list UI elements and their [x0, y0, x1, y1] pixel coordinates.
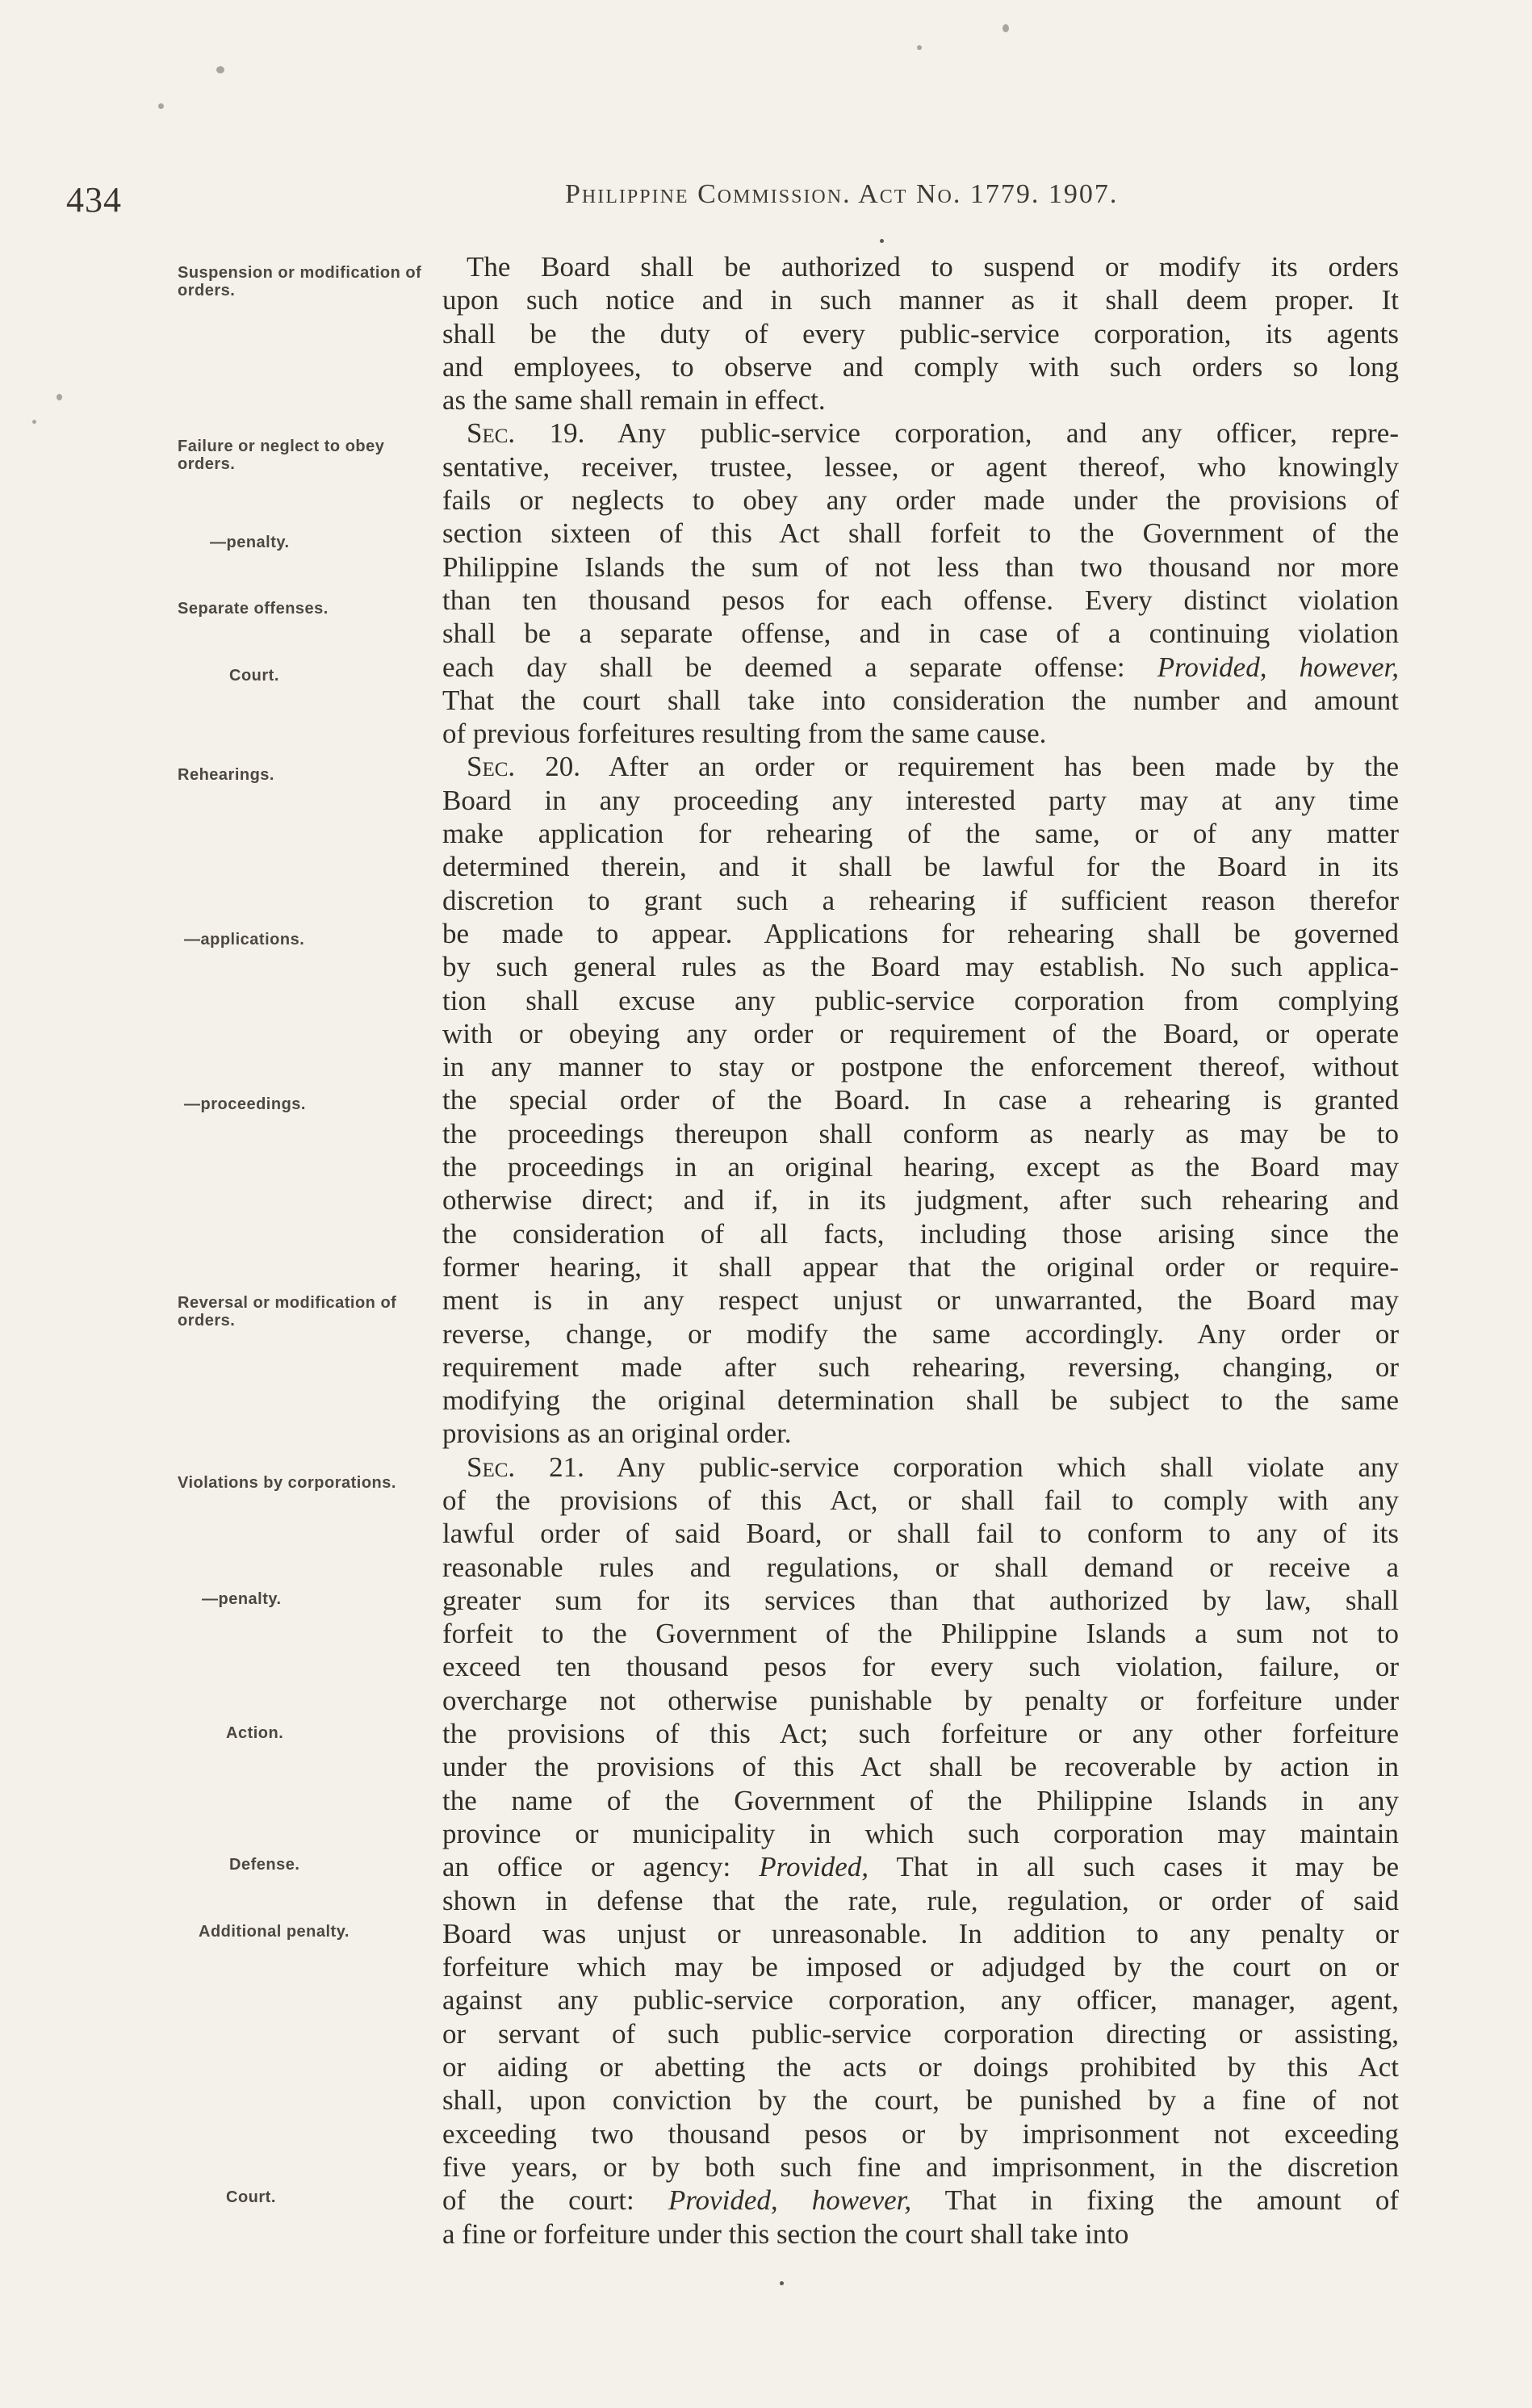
body-line: an office or agency: Provided, That in all such cases it may be	[442, 1851, 1399, 1883]
paper-speck	[1002, 24, 1009, 32]
body-line: sentative, receiver, trustee, lessee, or agent thereof, who knowingly	[442, 450, 1399, 483]
body-line: shall be a separate offense, and in case of a continuing violation	[442, 618, 1399, 650]
body-line: five years, or by both such fine and imprisonment, in the discretion	[442, 2150, 1399, 2183]
body-line: Board was unjust or unreasonable. In addition to any penalty or	[442, 1917, 1399, 1949]
body-line: or servant of such public-service corporation directing or assisting,	[442, 2017, 1399, 2050]
margin-note: —penalty.	[210, 534, 290, 551]
body-line: lawful order of said Board, or shall fail to conform to any of its	[442, 1518, 1399, 1550]
body-line: the name of the Government of the Philippine Islands in any	[442, 1784, 1399, 1816]
body-line: against any public-service corporation, any officer, manager, agent,	[442, 1984, 1399, 2016]
body-line: section sixteen of this Act shall forfeit to the Government of the	[442, 517, 1399, 550]
margin-note: —applications.	[184, 931, 305, 949]
printer-mark	[780, 2281, 784, 2285]
body-line: the proceedings thereupon shall conform as nearly as may be to	[442, 1117, 1399, 1150]
paper-speck	[216, 66, 224, 73]
body-line: of the court: Provided, however, That in fixing the amount of	[442, 2184, 1399, 2217]
body-line: former hearing, it shall appear that the original order or require-	[442, 1250, 1399, 1283]
body-line: each day shall be deemed a separate offense: Provided, however,	[442, 651, 1400, 683]
body-line: forfeiture which may be imposed or adjudged by the court on or	[442, 1951, 1399, 1983]
body-line: than ten thousand pesos for each offense. Every distinct violation	[442, 584, 1399, 616]
margin-note: Failure or neglect to obey orders.	[178, 438, 385, 473]
body-line: discretion to grant such a rehearing if sufficient reason therefor	[442, 884, 1399, 916]
body-line: by such general rules as the Board may establish. No such applica-	[442, 951, 1399, 983]
body-line: Board in any proceeding any interested party may at any time	[442, 784, 1399, 816]
body-line: in any manner to stay or postpone the enforcement thereof, without	[442, 1051, 1399, 1083]
body-line: the proceedings in an original hearing, except as the Board may	[442, 1151, 1399, 1183]
body-line: overcharge not otherwise punishable by penalty or forfeiture under	[442, 1684, 1399, 1716]
paper-speck	[158, 103, 164, 109]
body-line: province or municipality in which such corporation may maintain	[442, 1817, 1399, 1849]
margin-note: Court.	[229, 667, 279, 685]
margin-note: Court.	[226, 2188, 276, 2206]
margin-note: Defense.	[229, 1856, 300, 1874]
body-line: as the same shall remain in effect.	[442, 384, 826, 417]
body-line: otherwise direct; and if, in its judgment, after such rehearing and	[442, 1184, 1399, 1217]
body-line: the consideration of all facts, including those arising since the	[442, 1217, 1399, 1250]
paper-speck	[57, 394, 62, 400]
body-line: exceed ten thousand pesos for every such violation, failure, or	[442, 1651, 1399, 1683]
body-line: greater sum for its services than that authorized by law, shall	[442, 1584, 1399, 1616]
body-line: with or obeying any order or requirement of the Board, or operate	[442, 1017, 1399, 1049]
margin-note: Reversal or modification of orders.	[178, 1294, 397, 1330]
body-line: fails or neglects to obey any order made under the provisions of	[442, 484, 1399, 517]
body-line: Sec. 21. Any public-service corporation which shall violate any	[467, 1451, 1399, 1483]
body-line: That the court shall take into consideration the number and amount	[442, 684, 1399, 716]
body-line: tion shall excuse any public-service corporation from complying	[442, 984, 1399, 1016]
body-line: Philippine Islands the sum of not less than two thousand nor more	[442, 551, 1399, 583]
body-line: of previous forfeitures resulting from the same cause.	[442, 718, 1047, 750]
body-text	[442, 250, 1399, 2251]
body-line: under the provisions of this Act shall be recoverable by action in	[442, 1751, 1399, 1783]
body-line: or aiding or abetting the acts or doings prohibited by this Act	[442, 2051, 1399, 2083]
body-line: the special order of the Board. In case a rehearing is granted	[442, 1084, 1399, 1116]
margin-note: Suspension or modification of orders.	[178, 264, 422, 299]
body-line: requirement made after such rehearing, reversing, changing, or	[442, 1351, 1399, 1383]
paper-speck	[917, 45, 922, 50]
body-line: shall be the duty of every public-service corporation, its agents	[442, 317, 1399, 350]
body-line: modifying the original determination shall be subject to the same	[442, 1384, 1399, 1417]
body-line: shown in defense that the rate, rule, regulation, or order of said	[442, 1884, 1399, 1916]
body-line: the provisions of this Act; such forfeiture or any other forfeiture	[442, 1718, 1399, 1750]
printer-mark	[880, 239, 884, 243]
body-line: The Board shall be authorized to suspend or modify its orders	[467, 251, 1399, 283]
body-line: make application for rehearing of the same, or of any matter	[442, 818, 1399, 850]
body-line: of the provisions of this Act, or shall fail to comply with any	[442, 1484, 1399, 1516]
margin-note: Action.	[226, 1724, 284, 1742]
page-number: 434	[66, 180, 122, 220]
body-line: reverse, change, or modify the same accordingly. Any order or	[442, 1317, 1399, 1350]
body-line: shall, upon conviction by the court, be punished by a fine of not	[442, 2084, 1399, 2117]
margin-note: Separate offenses.	[178, 600, 329, 618]
margin-note: —proceedings.	[184, 1095, 306, 1113]
body-line: a fine or forfeiture under this section the court shall take into	[442, 2217, 1129, 2250]
body-line: ment is in any respect unjust or unwarranted, the Board may	[442, 1284, 1399, 1317]
body-line: provisions as an original order.	[442, 1418, 792, 1450]
margin-note: Rehearings.	[178, 766, 274, 784]
margin-note: Violations by corporations.	[178, 1474, 396, 1492]
body-line: upon such notice and in such manner as it shall deem proper. It	[442, 284, 1399, 316]
body-line: be made to appear. Applications for rehearing shall be governed	[442, 917, 1399, 949]
body-line: exceeding two thousand pesos or by imprisonment not exceeding	[442, 2117, 1399, 2150]
body-line: Sec. 20. After an order or requirement has been made by the	[467, 751, 1399, 783]
body-line: and employees, to observe and comply with such orders so long	[442, 350, 1399, 383]
body-line: forfeit to the Government of the Philippine Islands a sum not to	[442, 1618, 1399, 1650]
body-line: determined therein, and it shall be lawful for the Board in its	[442, 851, 1399, 883]
margin-note: —penalty.	[202, 1590, 282, 1608]
body-line: Sec. 19. Any public-service corporation, and any officer, repre-	[467, 417, 1399, 450]
running-head: Philippine Commission. Act No. 1779. 1907.	[565, 179, 1119, 209]
margin-note: Additional penalty.	[199, 1923, 350, 1941]
body-line: reasonable rules and regulations, or shall demand or receive a	[442, 1551, 1399, 1583]
paper-speck	[32, 420, 36, 424]
